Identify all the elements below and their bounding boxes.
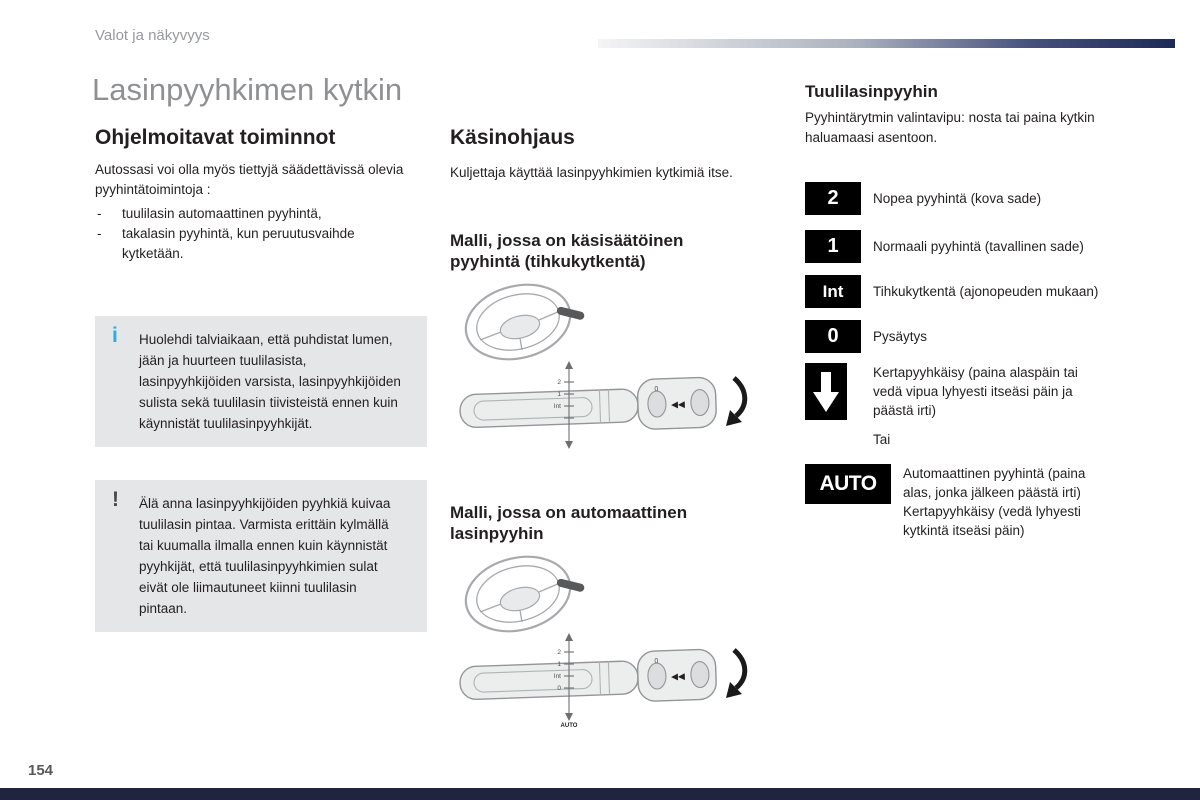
scale-label: Int <box>553 673 561 680</box>
or-label: Tai <box>873 432 891 447</box>
right-column-intro: Pyyhintärytmin valintavipu: nosta tai paina kytkin haluamaasi asentoon. <box>805 110 1095 145</box>
manual-model-heading: Malli, jossa on käsisäätöinen pyyhintä (tihkukytkentä) <box>450 231 684 271</box>
stalk-arrows-label: ◀◀ <box>670 399 686 410</box>
wiper-mode-label: Kertapyyhkäisy (paina alaspäin tai vedä vipua lyhyesti itseäsi päin ja päästä irti) <box>873 365 1078 418</box>
bullet-item <box>95 224 412 264</box>
stalk-arrows-label: ◀◀ <box>670 671 686 682</box>
manual-wiper-illustration <box>450 278 775 490</box>
wiper-position-int-badge: Int <box>805 275 861 308</box>
wiper-stalk-auto-icon <box>450 624 760 728</box>
scale-down-arrow-icon <box>565 441 573 449</box>
info-note-text: Huolehdi talviaikaan, että puhdistat lumen, jään ja huurteen tuulilasista, lasinpyyhkijöiden varsista, lasinpyyhkijöiden sulista sekä tuulilasin tiivisteistä ennen kuin käynnistät tuulilasinpyyhkijät. <box>139 332 401 431</box>
info-icon: i <box>112 324 118 347</box>
section-header: Valot ja näkyvyys <box>95 27 210 44</box>
wiper-mode-label <box>903 464 1117 540</box>
scale-label: 1 <box>557 391 561 398</box>
bullet-text: tuulilasin automaattinen pyyhintä, <box>122 206 322 221</box>
wiper-mode-label: Normaali pyyhintä (tavallinen sade) <box>873 239 1084 254</box>
manual-control-section <box>450 126 775 771</box>
page-title: Lasinpyyhkimen kytkin <box>92 72 403 107</box>
scale-label: 0 <box>557 685 561 692</box>
windscreen-wiper-section <box>805 82 1117 582</box>
auto-mode-text-1: Automaattinen pyyhintä (paina alas, jonka jälkeen päästä irti) <box>903 466 1086 500</box>
bullet-dash: - <box>97 226 102 241</box>
scale-label: 1 <box>557 661 561 668</box>
bullet-item <box>95 204 412 224</box>
auto-mode-text-2: Kertapyyhkäisy (vedä lyhyesti kytkintä itseäsi päin) <box>903 504 1081 538</box>
auto-model-heading: Malli, jossa on automaattinen lasinpyyhin <box>450 503 688 543</box>
rotation-arrow-icon <box>734 650 745 688</box>
down-arrow-glyph <box>811 370 841 414</box>
stalk-zero-label: 0 <box>654 657 659 666</box>
programmable-functions-section <box>95 126 427 686</box>
stalk-zero-label: 0 <box>654 385 659 394</box>
auto-wiper-illustration <box>450 550 775 762</box>
rotation-arrow-icon <box>734 378 745 416</box>
wiper-mode-label: Pysäytys <box>873 329 928 344</box>
wiper-position-1-badge: 1 <box>805 230 861 263</box>
bullet-dash: - <box>97 206 102 221</box>
warning-icon: ! <box>112 488 119 511</box>
page-number: 154 <box>28 762 54 779</box>
wiper-position-auto-badge: AUTO <box>805 464 891 504</box>
bullet-text: takalasin pyyhintä, kun peruutusvaihde kytketään. <box>122 226 355 261</box>
middle-column-intro: Kuljettaja käyttää lasinpyyhkimien kytkimiä itse. <box>450 165 733 180</box>
right-column-heading: Tuulilasinpyyhin <box>805 82 938 101</box>
scale-down-arrow-icon <box>565 713 573 721</box>
wiper-position-0-badge: 0 <box>805 320 861 353</box>
footer-bar <box>0 788 1200 800</box>
wiper-position-2-badge: 2 <box>805 182 861 215</box>
wiper-stalk-icon <box>450 352 760 456</box>
down-arrow-icon <box>805 363 847 420</box>
wiper-mode-label: Tihkukytkentä (ajonopeuden mukaan) <box>873 284 1099 299</box>
warning-note-text: Älä anna lasinpyyhkijöiden pyyhkiä kuivaa tuulilasin pintaa. Varmista erittäin kylmällä tai kuumalla ilmalla ennen kuin käynnistät pyyhkijät, että tuulilasinpyyhkimien sulat eivät ole liimautuneet kiinni tuulilasin pintaan. <box>139 496 391 616</box>
scale-label: 2 <box>557 379 561 386</box>
left-column-bullets <box>95 204 412 264</box>
scale-label: 2 <box>557 649 561 656</box>
scale-up-arrow-icon <box>565 633 573 641</box>
wiper-mode-label: Nopea pyyhintä (kova sade) <box>873 191 1042 206</box>
scale-up-arrow-icon <box>565 361 573 369</box>
left-column-intro: Autossasi voi olla myös tiettyjä säädettävissä olevia pyyhintätoimintoja : <box>95 162 404 197</box>
warning-note-box <box>95 480 427 632</box>
header-gradient-rule <box>598 39 1175 48</box>
scale-label: Int <box>553 403 561 410</box>
middle-column-heading: Käsinohjaus <box>450 126 575 149</box>
left-column-heading: Ohjelmoitavat toiminnot <box>95 126 336 149</box>
stalk-auto-label: AUTO <box>560 723 578 728</box>
info-note-box <box>95 316 427 447</box>
